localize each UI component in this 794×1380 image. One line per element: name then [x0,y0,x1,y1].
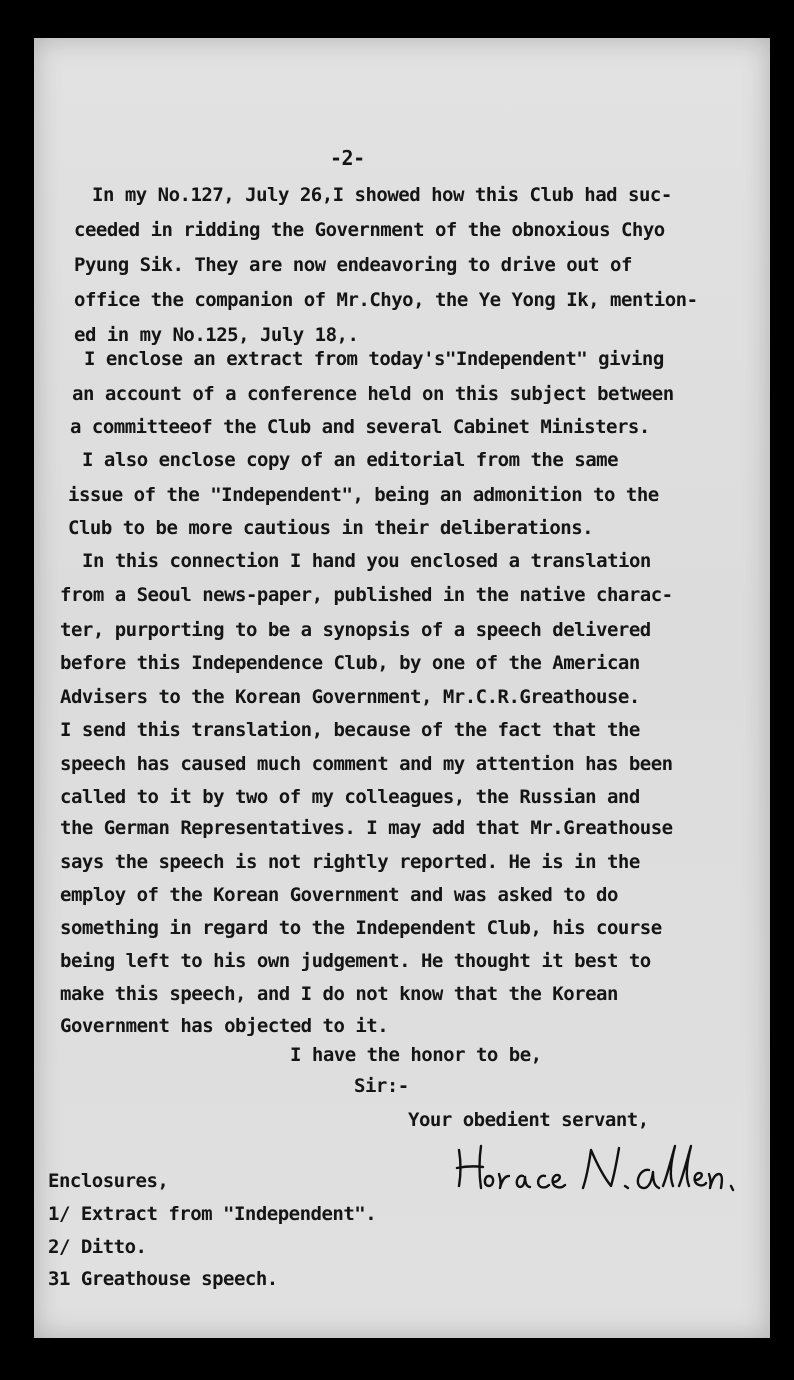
body-line: I also enclose copy of an editorial from the same [82,449,619,471]
body-line: before this Independence Club, by one of the American [60,652,640,674]
enclosure-item: 31 Greathouse speech. [48,1268,278,1290]
body-line: In my No.127, July 26,I showed how this Club had suc- [92,184,672,206]
body-line: a committeeof the Club and several Cabinet Ministers. [70,416,650,438]
body-line: an account of a conference held on this subject between [72,383,674,405]
body-line: I send this translation, because of the fact that the [60,719,640,741]
body-line: speech has caused much comment and my attention has been [60,753,673,775]
body-line: I enclose an extract from today's"Independent" giving [84,348,664,370]
closing-servant: Your obedient servant, [408,1109,649,1131]
body-line: Advisers to the Korean Government, Mr.C.R.Greathouse. [60,686,640,708]
body-line: being left to his own judgement. He thought it best to [60,950,651,972]
body-line: ed in my No.125, July 18,. [74,324,359,346]
handwritten-signature [453,1136,743,1196]
body-line: Club to be more cautious in their deliberations. [68,517,594,539]
body-line: office the companion of Mr.Chyo, the Ye Yong Ik, mention- [74,289,698,311]
page-number: -2- [330,146,365,170]
body-line: Pyung Sik. They are now endeavoring to drive out of [74,254,632,276]
body-line: issue of the "Independent", being an admonition to the [68,484,659,506]
body-line: from a Seoul news-paper, published in the native charac- [60,584,673,606]
closing-salutation: Sir:- [354,1075,409,1097]
body-line: In this connection I hand you enclosed a translation [82,550,651,572]
body-line: employ of the Korean Government and was asked to do [60,884,618,906]
body-line: says the speech is not rightly reported. He is in the [60,851,640,873]
body-line: the German Representatives. I may add that Mr.Greathouse [60,817,673,839]
body-line: ceeded in ridding the Government of the obnoxious Chyo [74,219,665,241]
body-line: make this speech, and I do not know that the Korean [60,983,618,1005]
enclosure-item: 2/ Ditto. [48,1236,147,1258]
body-line: called to it by two of my colleagues, the Russian and [60,786,640,808]
closing-honor: I have the honor to be, [290,1044,542,1066]
enclosure-item: 1/ Extract from "Independent". [48,1203,377,1225]
body-line: Government has objected to it. [60,1015,389,1037]
enclosures-heading: Enclosures, [48,1170,169,1192]
body-line: ter, purporting to be a synopsis of a speech delivered [60,619,651,641]
body-line: something in regard to the Independent Club, his course [60,917,662,939]
